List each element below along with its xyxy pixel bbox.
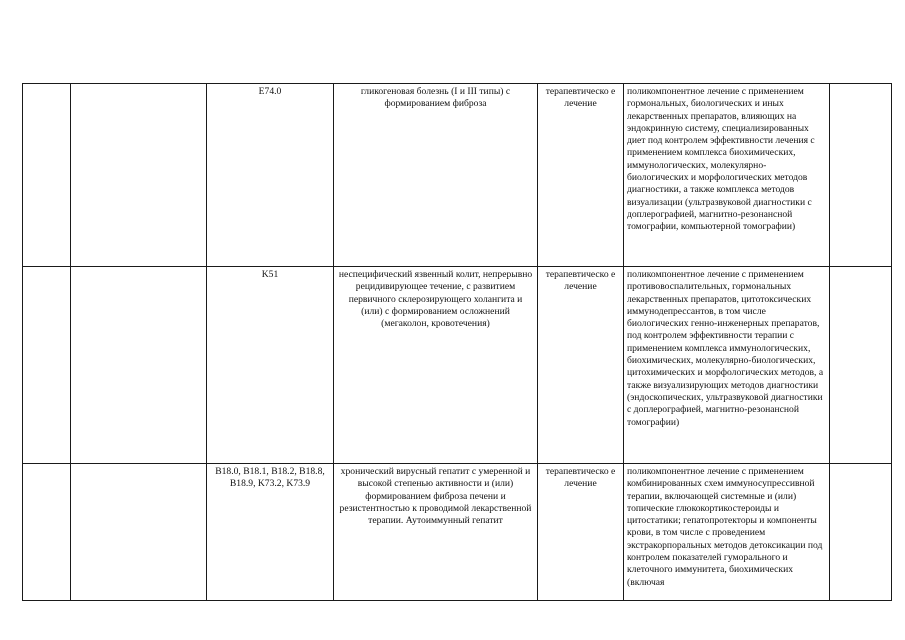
document-table <box>22 83 892 601</box>
diagnosis-code-cell: B18.0, B18.1, B18.2, B18.8, B18.9, K73.2, K73.9 <box>207 464 334 601</box>
cost-cell <box>830 464 892 601</box>
profile-cell <box>71 464 207 601</box>
treatment-type-cell: терапевтическо е лечение <box>538 464 624 601</box>
treatment-method-cell: поликомпонентное лечение с применением противовоспалительных, гормональных лекарственных препаратов, цитотоксических иммунодепрессантов, в том числе биологических генно-инженерных препаратов, под контролем эффективности терапии с применением комплекса иммунологических, биохимических, молекулярно-биологических, цитохимических и морфологических методов, а также визуализирующих методов диагностики (эндоскопических, ультразвуковой диагностики с доплерографией, магнитно-резонансной томографии) <box>624 267 830 464</box>
patient-model-cell: неспецифический язвенный колит, непрерывно рецидивирующее течение, с развитием первичного склерозирующего холангита и (или) с формированием осложнений (мегаколон, кровотечения) <box>334 267 538 464</box>
patient-model-cell: хронический вирусный гепатит с умеренной и высокой степенью активности и (или) формированием фиброза печени и резистентностью к проводимой лекарственной терапии. Аутоиммунный гепатит <box>334 464 538 601</box>
diagnosis-code-cell: K51 <box>207 267 334 464</box>
cost-cell <box>830 267 892 464</box>
number-cell <box>23 267 71 464</box>
treatment-type-cell: терапевтическо е лечение <box>538 84 624 267</box>
profile-cell <box>71 84 207 267</box>
treatment-type-cell: терапевтическо е лечение <box>538 267 624 464</box>
table-row <box>23 84 892 267</box>
cost-cell <box>830 84 892 267</box>
table-row <box>23 464 892 601</box>
number-cell <box>23 84 71 267</box>
diagnosis-code-cell: E74.0 <box>207 84 334 267</box>
patient-model-cell: гликогеновая болезнь (I и III типы) с формированием фиброза <box>334 84 538 267</box>
number-cell <box>23 464 71 601</box>
treatment-method-cell: поликомпонентное лечение с применением гормональных, биологических и иных лекарственных препаратов, влияющих на эндокринную систему, специализированных диет под контролем эффективности лечения с применением комплекса биохимических, иммунологических, молекулярно-биологических и морфологических методов диагностики, а также комплекса методов визуализации (ультразвуковой диагностики с доплерографией, магнитно-резонансной томографии, компьютерной томографии) <box>624 84 830 267</box>
table-row <box>23 267 892 464</box>
profile-cell <box>71 267 207 464</box>
treatment-method-cell: поликомпонентное лечение с применением комбинированных схем иммуносупрессивной терапии, включающей системные и (или) топические глюкокортикостероиды и цитостатики; гепатопротекторы и компоненты крови, в том числе с проведением экстракорпоральных методов детоксикации под контролем показателей гуморального и клеточного иммунитета, биохимических (включая <box>624 464 830 601</box>
